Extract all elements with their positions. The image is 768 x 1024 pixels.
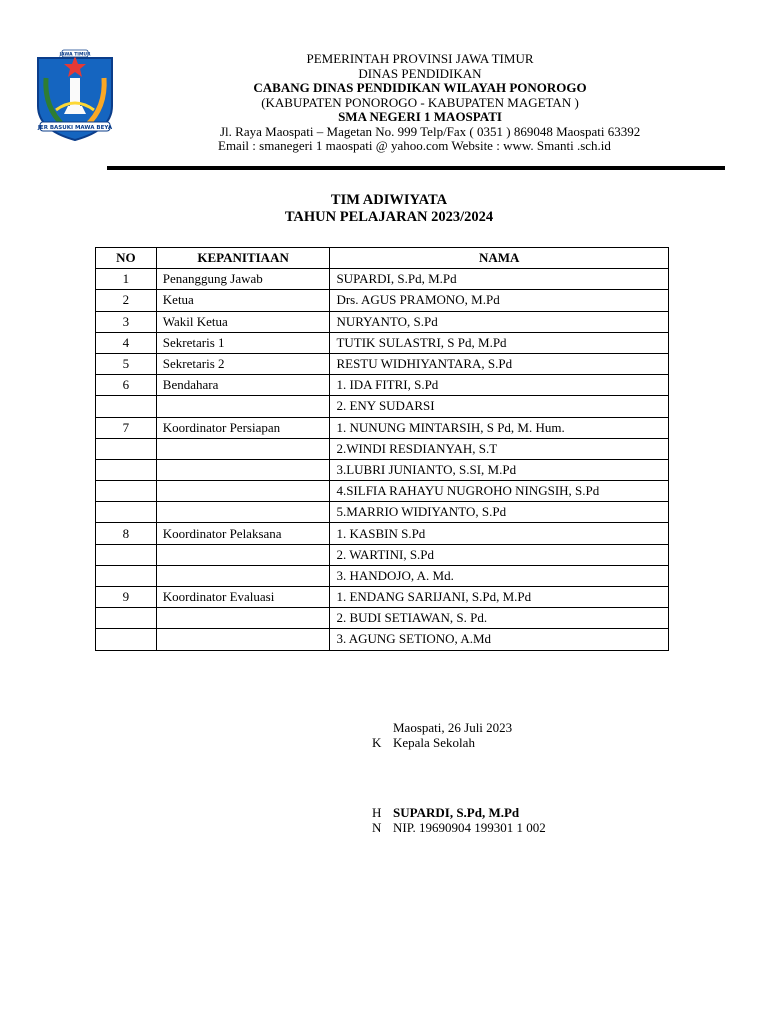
document-title bbox=[0, 192, 768, 226]
cell-committee: Ketua bbox=[156, 290, 330, 311]
cell-no: 8 bbox=[96, 523, 157, 544]
table-row bbox=[96, 481, 669, 502]
cell-committee bbox=[156, 629, 330, 650]
cell-name: 2. ENY SUDARSI bbox=[330, 396, 669, 417]
table-row bbox=[96, 523, 669, 544]
table-row bbox=[96, 544, 669, 565]
cell-no: 3 bbox=[96, 311, 157, 332]
table-row bbox=[96, 629, 669, 650]
emblem-motto: JER BASUKI MAWA BEYA bbox=[37, 125, 113, 131]
cell-name: 1. NUNUNG MINTARSIH, S Pd, M. Hum. bbox=[330, 417, 669, 438]
cell-no bbox=[96, 608, 157, 629]
table-body bbox=[96, 269, 669, 650]
cell-name: 1. KASBIN S.Pd bbox=[330, 523, 669, 544]
place-date: Maospati, 26 Juli 2023 bbox=[393, 720, 513, 735]
cell-no bbox=[96, 481, 157, 502]
cell-committee bbox=[156, 608, 330, 629]
table-row bbox=[96, 353, 669, 374]
letterhead bbox=[120, 52, 720, 154]
cell-name: SUPARDI, S.Pd, M.Pd bbox=[330, 269, 669, 290]
cell-no: 4 bbox=[96, 332, 157, 353]
cell-no: 7 bbox=[96, 417, 157, 438]
table-row bbox=[96, 438, 669, 459]
cell-committee: Sekretaris 1 bbox=[156, 332, 330, 353]
letterhead-government: PEMERINTAH PROVINSI JAWA TIMUR bbox=[306, 51, 534, 66]
table-row bbox=[96, 269, 669, 290]
cell-no bbox=[96, 502, 157, 523]
header-name: NAMA bbox=[330, 248, 669, 269]
principal-name: SUPARDI, S.Pd, M.Pd bbox=[393, 805, 520, 820]
east-java-province-emblem bbox=[34, 48, 116, 142]
cell-name: 5.MARRIO WIDIYANTO, S.Pd bbox=[330, 502, 669, 523]
signature-prefix-n: N bbox=[372, 820, 382, 835]
signature-name bbox=[372, 805, 519, 820]
cell-name: 3.LUBRI JUNIANTO, S.SI, M.Pd bbox=[330, 459, 669, 480]
cell-name: NURYANTO, S.Pd bbox=[330, 311, 669, 332]
table-row bbox=[96, 375, 669, 396]
cell-no: 6 bbox=[96, 375, 157, 396]
cell-name: 2.WINDI RESDIANYAH, S.T bbox=[330, 438, 669, 459]
cell-no: 5 bbox=[96, 353, 157, 374]
letterhead-school: SMA NEGERI 1 MAOSPATI bbox=[338, 109, 502, 124]
letterhead-agency: DINAS PENDIDIKAN bbox=[358, 65, 482, 81]
letterhead-branch: CABANG DINAS PENDIDIKAN WILAYAH PONOROGO bbox=[253, 80, 587, 95]
cell-name: 3. AGUNG SETIONO, A.Md bbox=[330, 629, 669, 650]
emblem-label: JAWA TIMUR bbox=[59, 52, 91, 58]
cell-committee bbox=[156, 544, 330, 565]
cell-committee: Penanggung Jawab bbox=[156, 269, 330, 290]
cell-name: TUTIK SULASTRI, S Pd, M.Pd bbox=[330, 332, 669, 353]
cell-committee: Bendahara bbox=[156, 375, 330, 396]
cell-committee bbox=[156, 438, 330, 459]
table-row bbox=[96, 290, 669, 311]
cell-committee bbox=[156, 502, 330, 523]
principal-nip: NIP. 19690904 199301 1 002 bbox=[393, 820, 546, 835]
cell-no bbox=[96, 565, 157, 586]
cell-no bbox=[96, 438, 157, 459]
letterhead-divider bbox=[107, 166, 725, 170]
position-title: Kepala Sekolah bbox=[393, 735, 475, 750]
table-row bbox=[96, 608, 669, 629]
cell-committee: Koordinator Pelaksana bbox=[156, 523, 330, 544]
cell-name: 2. BUDI SETIAWAN, S. Pd. bbox=[330, 608, 669, 629]
table-row bbox=[96, 459, 669, 480]
cell-committee bbox=[156, 459, 330, 480]
cell-name: 1. IDA FITRI, S.Pd bbox=[330, 375, 669, 396]
cell-name: 2. WARTINI, S.Pd bbox=[330, 544, 669, 565]
cell-committee bbox=[156, 396, 330, 417]
cell-no bbox=[96, 544, 157, 565]
signature-prefix-k: K bbox=[372, 735, 382, 750]
signature-nip bbox=[372, 820, 546, 835]
table-header-row bbox=[96, 248, 669, 269]
cell-name: 1. ENDANG SARIJANI, S.Pd, M.Pd bbox=[330, 587, 669, 608]
signature-position bbox=[372, 735, 475, 750]
table-row bbox=[96, 565, 669, 586]
table-row bbox=[96, 311, 669, 332]
cell-no bbox=[96, 396, 157, 417]
header-no: NO bbox=[96, 248, 157, 269]
table-row bbox=[96, 587, 669, 608]
cell-committee: Koordinator Evaluasi bbox=[156, 587, 330, 608]
cell-no bbox=[96, 459, 157, 480]
title-line-2: TAHUN PELAJARAN 2023/2024 bbox=[284, 209, 494, 225]
table-row bbox=[96, 502, 669, 523]
cell-name: Drs. AGUS PRAMONO, M.Pd bbox=[330, 290, 669, 311]
letterhead-regencies: (KABUPATEN PONOROGO - KABUPATEN MAGETAN ) bbox=[261, 94, 579, 110]
cell-committee bbox=[156, 481, 330, 502]
cell-no: 2 bbox=[96, 290, 157, 311]
cell-committee: Wakil Ketua bbox=[156, 311, 330, 332]
letterhead-address: Jl. Raya Maospati – Magetan No. 999 Telp/Fax ( 0351 ) 869048 Maospati 63392 bbox=[220, 123, 641, 139]
signature-date bbox=[372, 720, 512, 735]
letterhead-email: Email : smanegeri 1 maospati @ yahoo.com Website : www. Smanti .sch.id bbox=[218, 138, 611, 153]
header-committee: KEPANITIAAN bbox=[156, 248, 330, 269]
cell-name: RESTU WIDHIYANTARA, S.Pd bbox=[330, 353, 669, 374]
cell-no: 1 bbox=[96, 269, 157, 290]
cell-committee bbox=[156, 565, 330, 586]
committee-table bbox=[95, 247, 669, 651]
table-row bbox=[96, 417, 669, 438]
cell-name: 3. HANDOJO, A. Md. bbox=[330, 565, 669, 586]
table-row bbox=[96, 396, 669, 417]
cell-committee: Koordinator Persiapan bbox=[156, 417, 330, 438]
title-line-1: TIM ADIWIYATA bbox=[330, 192, 448, 208]
cell-no: 9 bbox=[96, 587, 157, 608]
cell-name: 4.SILFIA RAHAYU NUGROHO NINGSIH, S.Pd bbox=[330, 481, 669, 502]
cell-no bbox=[96, 629, 157, 650]
cell-committee: Sekretaris 2 bbox=[156, 353, 330, 374]
signature-prefix-h: H bbox=[372, 805, 382, 820]
table-row bbox=[96, 332, 669, 353]
